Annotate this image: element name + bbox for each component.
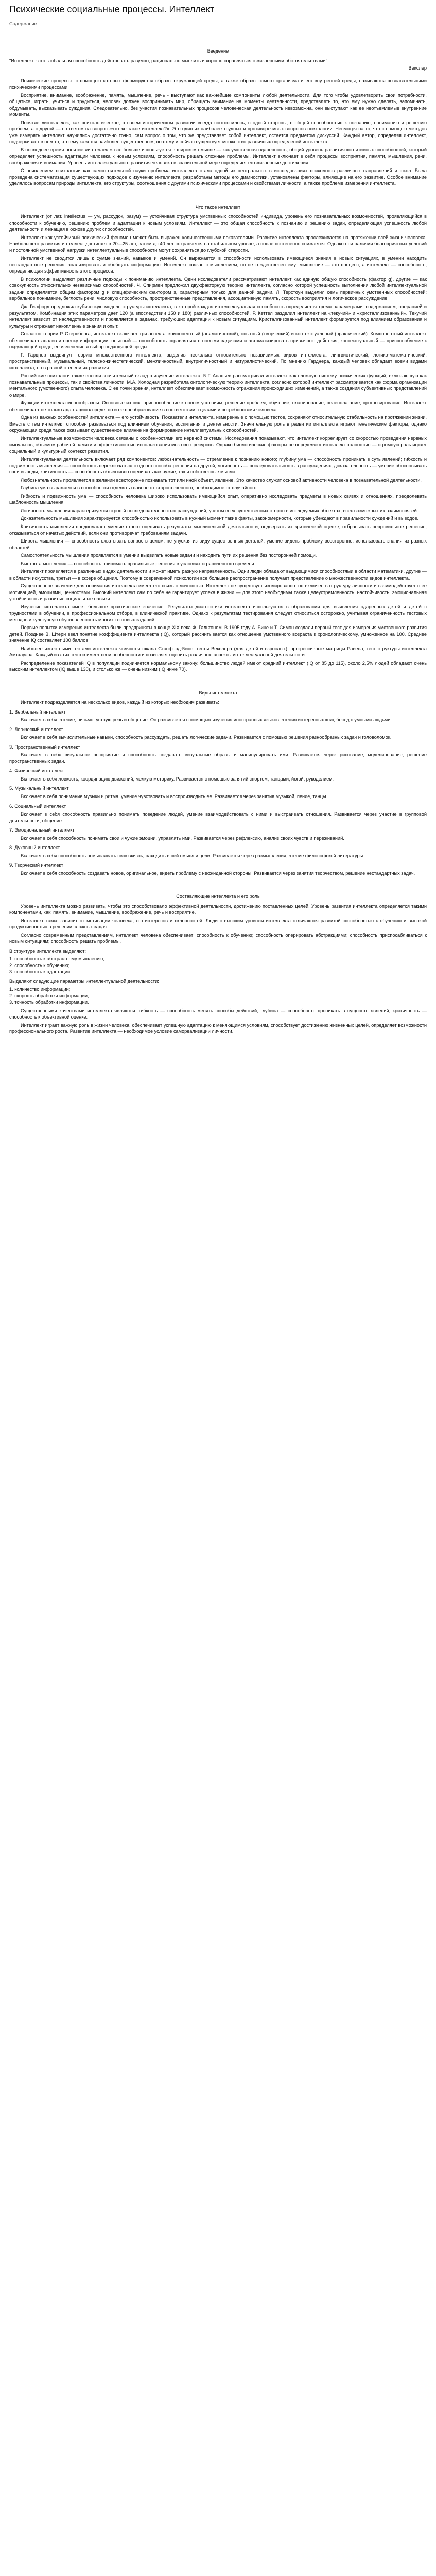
type-title: 1. Вербальный интеллект bbox=[9, 709, 66, 715]
paragraph: Восприятие, внимание, воображение, память, мышление, речь - выступают как важнейшие компоненты любой деятельности. Для того чтобы удовлетворить свои потребности, общаться, играть, учиться и трудиться, человек должен воспринимать мир, обращать внимание на моменты деятельности, представлять то, что ему нужно сделать, запоминать, обдумывать, высказывать суждения. Следовательно, без участия познавательных процессов человеческая деятельность невозможна, они выступают как ее неотъемлемые внутренние моменты. bbox=[9, 92, 427, 117]
type-description: Включает в себя: чтение, письмо, устную речь и общение. Он развивается с помощью изучения иностранных языков, чтения интересных книг, бесед с умными людьми. bbox=[21, 717, 392, 723]
type-description: Включает в себя ловкость, координацию движений, мелкую моторику. Развивается с помощью занятий спортом, танцами, йогой, рукоделием. bbox=[21, 776, 334, 782]
type-description: Включает в себя визуальное восприятие и способность создавать визуальные образы и манипулировать ими. Развивается через рисование, моделирование, решение пространственных задач. bbox=[9, 752, 427, 764]
paragraph: Интеллектуальные возможности человека связаны с особенностями его нервной системы. Исследования показывают, что интеллект коррелирует со скоростью проведения нервных импульсов, объемом рабочей памяти и эффективностью использования мозговых ресурсов. Однако биологические факторы не определяют интеллект полностью — огромную роль играет социальный и культурный контекст развития. bbox=[9, 435, 427, 454]
paragraph: Российские психологи также внесли значительный вклад в изучение интеллекта. Б.Г. Ананьев рассматривал интеллект как сложную систему психических функций, включающую как познавательные процессы, так и свойства личности. М.А. Холодная разработала онтологическую теорию интеллекта, согласно которой интеллект рассматривается как форма организации ментального (умственного) опыта человека. С ее точки зрения, интеллект обеспечивает возможность отражения происходящих изменений, а также создания субъективных представлений о мире. bbox=[9, 373, 427, 398]
paragraph: Функции интеллекта многообразны. Основные из них: приспособление к новым условиям, решение проблем, обучение, планирование, целеполагание, прогнозирование. Интеллект обеспечивает не только адаптацию к среде, но и ее преобразование в соответствии с целями и потребностями человека. bbox=[9, 400, 427, 412]
paragraph: Дж. Гилфорд предложил кубическую модель структуры интеллекта, в которой каждая интеллектуальная способность определяется тремя параметрами: содержанием, операцией и результатом. Комбинация этих параметров дает 120 (а впоследствии 150 и 180) различных способностей. Р. Кеттел разделил интеллект на «текучий» и «кристаллизованный». Текучий интеллект зависит от наследственности и проявляется в задачах, требующих адаптации к новым ситуациям. Кристаллизованный интеллект формируется под влиянием образования и культуры и отражает накопленные знания и опыт. bbox=[9, 304, 427, 329]
type-title: 8. Духовный интеллект bbox=[9, 845, 60, 851]
type-description: Включает в себя способность осмысливать свою жизнь, находить в ней смысл и цели. Развивается через размышления, чтение философской литературы. bbox=[21, 853, 364, 858]
paragraph: Логичность мышления характеризуется строгой последовательностью рассуждений, учетом всех существенных сторон в исследуемых объектах, всех возможных их взаимосвязей. bbox=[21, 507, 418, 513]
paragraph: Согласно теории Р. Стернберга, интеллект включает три аспекта: компонентный (аналитический), опытный (творческий) и контекстуальный (практический). Компонентный интеллект обеспечивает анализ и оценку информации, опытный — способность справляться с новыми задачами и автоматизировать привычные действия, контекстуальный — приспособление к окружающей среде, ее изменение и выбор подходящей среды. bbox=[9, 331, 427, 350]
section-heading: Виды интеллекта bbox=[199, 690, 237, 696]
type-title: 5. Музыкальный интеллект bbox=[9, 786, 69, 791]
structure-list bbox=[9, 956, 427, 975]
section-heading: Введение bbox=[207, 48, 229, 54]
type-description: Включает в себя способность создавать новое, оригинальное, видеть проблему с неожиданной стороны. Развивается через занятия творчеством, решение нестандартных задач. bbox=[21, 870, 415, 876]
paragraph: Г. Гарднер выдвинул теорию множественного интеллекта, выделив несколько относительно независимых видов интеллекта: лингвистический, логико-математический, пространственный, музыкальный, телесно-кинестетический, межличностный, внутриличностный и натуралистический. По мнению Гарднера, каждый человек обладает всеми видами интеллекта, но в разной степени их развития. bbox=[9, 352, 427, 370]
paragraph: Гибкость и подвижность ума — способность человека широко использовать имеющийся опыт, оперативно исследовать предметы в новых связях и отношениях, преодолевать шаблонность мышления. bbox=[9, 493, 427, 505]
paragraph-list bbox=[9, 1008, 427, 1035]
paragraph: В психологии выделяют различные подходы к пониманию интеллекта. Одни исследователи рассматривают интеллект как единую общую способность (фактор g), другие — как совокупность относительно независимых способностей. Ч. Спирмен предложил двухфакторную теорию интеллекта, согласно которой успешность выполнения любой интеллектуальной задачи определяется общим фактором g и специфическим фактором s, характерным только для данной задачи. Л. Терстоун выделил семь первичных умственных способностей: вербальное понимание, беглость речи, числовую способность, пространственные представления, ассоциативную память, скорость восприятия и логическое рассуждение. bbox=[9, 276, 427, 301]
paragraph: Согласно современным представлениям, интеллект человека обеспечивает: способность к обучению; способность оперировать абстракциями; способность приспосабливаться к новым ситуациям; способность решать проблемы. bbox=[9, 932, 427, 944]
type-title: 9. Творческий интеллект bbox=[9, 862, 63, 868]
epigraph-text: "Интеллект - это глобальная способность действовать разумно, рационально мыслить и хорошо справляться с жизненными обстоятельствами". bbox=[9, 58, 329, 63]
paragraph: В последнее время понятие «интеллект» все больше используется в широком смысле — как умственная одаренность, общий уровень развития когнитивных способностей, который определяет успешность адаптации человека к новым условиям, способность решать сложные проблемы. Интеллект включает в себя процессы восприятия, памяти, мышления, речи, воображения и внимания. Уровень интеллектуального развития человека в значительной мере определяет его жизненные достижения. bbox=[9, 147, 427, 165]
type-description: Включает в себя способность правильно понимать поведение людей, умение взаимодействовать с ними и выстраивать отношения. Развивается через участие в групповой деятельности, общение. bbox=[9, 811, 427, 823]
paragraph: Интеллект также зависит от мотивации человека, его интересов и склонностей. Люди с высоким уровнем интеллекта отличаются развитой способностью к обучению и высокой продуктивностью в решении сложных задач. bbox=[9, 918, 427, 930]
type-list bbox=[9, 709, 427, 876]
paragraph: Широта мышления — способность охватывать вопрос в целом, не упуская из виду существенных деталей, умение видеть проблему всесторонне, использовать знания из разных областей. bbox=[9, 538, 427, 550]
section-intro bbox=[9, 48, 427, 187]
paragraph-list bbox=[9, 213, 427, 673]
section-lead: Интеллект подразделяется на несколько видов, каждый из которых необходим развивать: bbox=[21, 700, 219, 705]
section-components bbox=[9, 893, 427, 1035]
type-title: 3. Пространственный интеллект bbox=[9, 744, 80, 750]
list-item: 1. способность к абстрактному мышлению; bbox=[9, 956, 104, 962]
type-title: 4. Физический интеллект bbox=[9, 768, 64, 774]
paragraph: Доказательность мышления характеризуется способностью использовать в нужный момент такие факты, закономерности, которые убеждают в правильности суждений и выводов. bbox=[21, 516, 419, 521]
paragraph: Наиболее известными тестами интеллекта являются шкала Стэнфорд-Бине, тесты Векслера (для детей и взрослых), прогрессивные матрицы Равена, тест структуры интеллекта Амтхауэра. Каждый из этих тестов имеет свои особенности и позволяет оценить различные аспекты интеллектуальной деятельности. bbox=[9, 646, 427, 658]
paragraph: Интеллект как устойчивый психический феномен может быть выражен количественными показателями. Развитие интеллекта прослеживается на протяжении всей жизни человека. Наибольшего развития интеллект достигает в 20—25 лет, затем до 40 лет сохраняется на стабильном уровне, а после постепенно снижается. Однако при наличии благоприятных условий и постоянной умственной нагрузки интеллектуальные способности могут сохраняться до глубокой старости. bbox=[9, 234, 427, 253]
paragraph: Интеллект (от лат. intellectus — ум, рассудок, разум) — устойчивая структура умственных способностей индивида, уровень его познавательных возможностей, проявляющийся в способности к обучению, решению проблем и адаптации к новым условиям. Интеллект — это общая способность к познанию и решению задач, определяющая успешность любой деятельности и лежащая в основе других способностей. bbox=[9, 214, 427, 232]
epigraph-author: Векслер bbox=[408, 65, 427, 71]
paragraph-list bbox=[9, 903, 427, 945]
section-what bbox=[9, 204, 427, 673]
type-description: Включает в себя вычислительные навыки, способность рассуждать, решать логические задачи. Развивается с помощью решения разнообразных задач и головоломок. bbox=[21, 735, 392, 740]
section-heading: Что такое интеллект bbox=[195, 204, 241, 210]
type-title: 2. Логический интеллект bbox=[9, 726, 63, 732]
paragraph: Одна из важных особенностей интеллекта — его устойчивость. Показатели интеллекта, измеренные с помощью тестов, сохраняют относительную стабильность на протяжении жизни. Вместе с тем интеллект способен развиваться под влиянием обучения, воспитания и деятельности. Значительную роль в развитии интеллекта играют генетические факторы, однако окружающая среда также оказывает существенное влияние на формирование интеллектуальных способностей. bbox=[9, 415, 427, 433]
paragraph: Распределение показателей IQ в популяции подчиняется нормальному закону: большинство людей имеют средний интеллект (IQ от 85 до 115), около 2,5% людей обладают очень высоким интеллектом (IQ выше 130), и столько же — очень низким (IQ ниже 70). bbox=[9, 660, 427, 672]
list-item: 3. способность к адаптации. bbox=[9, 969, 72, 975]
paragraph: Любознательность проявляется в желании всесторонне познавать тот или иной объект, явление. Это качество служит основой активности человека в познавательной деятельности. bbox=[21, 477, 422, 483]
paragraph: Существенными качествами интеллекта являются: гибкость — способность менять способы действий; глубина — способность проникать в сущность явлений; критичность — способность к объективной оценке. bbox=[9, 1008, 427, 1020]
type-description: Включает в себя способность понимать свои и чужие эмоции, управлять ими. Развивается через рефлексию, анализ своих чувств и переживаний. bbox=[21, 835, 344, 841]
list-lead: Выделяют следующие параметры интеллектуальной деятельности: bbox=[9, 978, 159, 984]
list-item: 2. скорость обработки информации; bbox=[9, 993, 89, 998]
type-title: 7. Эмоциональный интеллект bbox=[9, 827, 75, 833]
section-types bbox=[9, 690, 427, 876]
type-description: Включает в себя понимание музыки и ритма, умение чувствовать и воспроизводить ее. Развивается через занятия музыкой, пение, танцы. bbox=[21, 794, 328, 799]
section-heading: Составляющие интеллекта и его роль bbox=[176, 894, 260, 900]
paragraph: Самостоятельность мышления проявляется в умении выдвигать новые задачи и находить пути их решения без посторонней помощи. bbox=[21, 553, 317, 558]
paragraph: Интеллект играет важную роль в жизни человека: обеспечивает успешную адаптацию к меняющимся условиям, способствует достижению жизненных целей, определяет возможности профессионального роста. Развитие интеллекта — необходимое условие самореализации личности. bbox=[9, 1022, 427, 1035]
paragraph: Критичность мышления предполагает умение строго оценивать результаты мыслительной деятельности, подвергать их критической оценке, отбрасывать неправильное решение, отказываться от начатых действий, если они противоречат требованиям задачи. bbox=[9, 523, 427, 536]
paragraph: С появлением психологии как самостоятельной науки проблема интеллекта стала одной из центральных в исследованиях психологов различных направлений и школ. Была проведена систематизация существующих подходов к изучению интеллекта, разработаны методы его диагностики, установлены факторы, влияющие на его развитие. Особое внимание уделялось вопросам природы интеллекта, его структуры, соотношения с другими психическими процессами и свойствами личности, а также проблеме измерения интеллекта. bbox=[9, 168, 427, 187]
paragraph: Интеллект не сводится лишь к сумме знаний, навыков и умений. Он выражается в способности использовать имеющиеся знания в новых ситуациях, в умении находить нестандартные решения, анализировать и обобщать информацию. Интеллект связан с мышлением, но не тождественен ему: мышление — это процесс, а интеллект — способность, определяющая эффективность этого процесса. bbox=[9, 256, 427, 274]
paragraph: Интеллект проявляется в различных видах деятельности и может иметь разную направленность. Одни люди обладают выдающимися способностями в области математики, другие — в области искусства, третьи — в сфере общения. Поэтому в современной психологии все большее распространение получает представление о множественности видов интеллекта. bbox=[9, 569, 427, 581]
list-item: 2. способность к обучению; bbox=[9, 962, 70, 968]
page-title: Психические социальные процессы. Интеллект bbox=[9, 4, 215, 14]
list-lead: В структуре интеллекта выделяют: bbox=[9, 948, 86, 954]
paragraph: Первые попытки измерения интеллекта были предприняты в конце XIX века Ф. Гальтоном. В 1905 году А. Бине и Т. Симон создали первый тест для измерения умственного развития детей. Позднее В. Штерн ввел понятие коэффициента интеллекта (IQ), который рассчитывается как отношение умственного возраста к хронологическому, умноженное на 100. Среднее значение IQ составляет 100 баллов. bbox=[9, 625, 427, 643]
toc-link[interactable]: Содержание bbox=[9, 21, 37, 27]
list-item: 3. точность обработки информации. bbox=[9, 999, 89, 1005]
document bbox=[9, 0, 427, 1035]
paragraph: Быстрота мышления — способность принимать правильные решения в условиях ограниченного времени. bbox=[21, 561, 256, 566]
paragraph: Глубина ума выражается в способности отделять главное от второстепенного, необходимое от случайного. bbox=[21, 485, 258, 491]
paragraph-list bbox=[9, 78, 427, 187]
parameter-list bbox=[9, 986, 427, 1006]
paragraph: Понятие «интеллект», как психологическое, в своем историческом развитии всегда соотносилось, с одной стороны, с общей способностью к познанию, пониманию и решению проблем, а с другой — с ответом на вопрос «что же такое интеллект?». Это один из наиболее трудных и противоречивых вопросов психологии. Несмотря на то, что с помощью методов уже измерять интеллект научились достаточно точно, сам вопрос о том, что же представляет собой интеллект, остается предметом дискуссий. Каждый автор, определяя интеллект, подчеркивает в нем то, что ему кажется наиболее существенным, поэтому и сейчас существует множество различных определений интеллекта. bbox=[9, 120, 427, 145]
paragraph: Уровень интеллекта можно развивать, чтобы это способствовало эффективной деятельности, достижению поставленных целей. Уровень развития интеллекта определяется такими компонентами, как: память, внимание, мышление, воображение, речь и восприятие. bbox=[9, 903, 427, 916]
paragraph: Интеллектуальная деятельность включает ряд компонентов: любознательность — стремление к познанию нового; глубину ума — способность проникать в суть явлений; гибкость и подвижность мышления — способность переключаться с одного способа решения на другой; логичность — последовательность в рассуждениях; доказательность — умение обосновывать свои выводы; критичность — способность объективно оценивать как чужие, так и собственные мысли. bbox=[9, 456, 427, 475]
list-item: 1. количество информации; bbox=[9, 987, 71, 992]
type-title: 6. Социальный интеллект bbox=[9, 803, 66, 809]
paragraph: Психические процессы, с помощью которых формируются образы окружающей среды, а также образы самого организма и его внутренней среды, называются познавательными психическими процессами. bbox=[9, 78, 427, 90]
paragraph: Существенное значение для понимания интеллекта имеет его связь с личностью. Интеллект не существует изолированно: он включен в структуру личности и взаимодействует с ее мотивацией, эмоциями, ценностями. Высокий интеллект сам по себе не гарантирует успеха в жизни — для этого необходимы также целеустремленность, настойчивость, эмоциональная устойчивость и развитые социальные навыки. bbox=[9, 583, 427, 602]
paragraph: Изучение интеллекта имеет большое практическое значение. Результаты диагностики интеллекта используются в образовании для выявления одаренных детей и детей с трудностями в обучении, в профессиональном отборе, в клинической практике. Однако к результатам тестирования следует относиться осторожно, учитывая ограниченность тестовых методов и культурную обусловленность многих тестовых заданий. bbox=[9, 604, 427, 622]
